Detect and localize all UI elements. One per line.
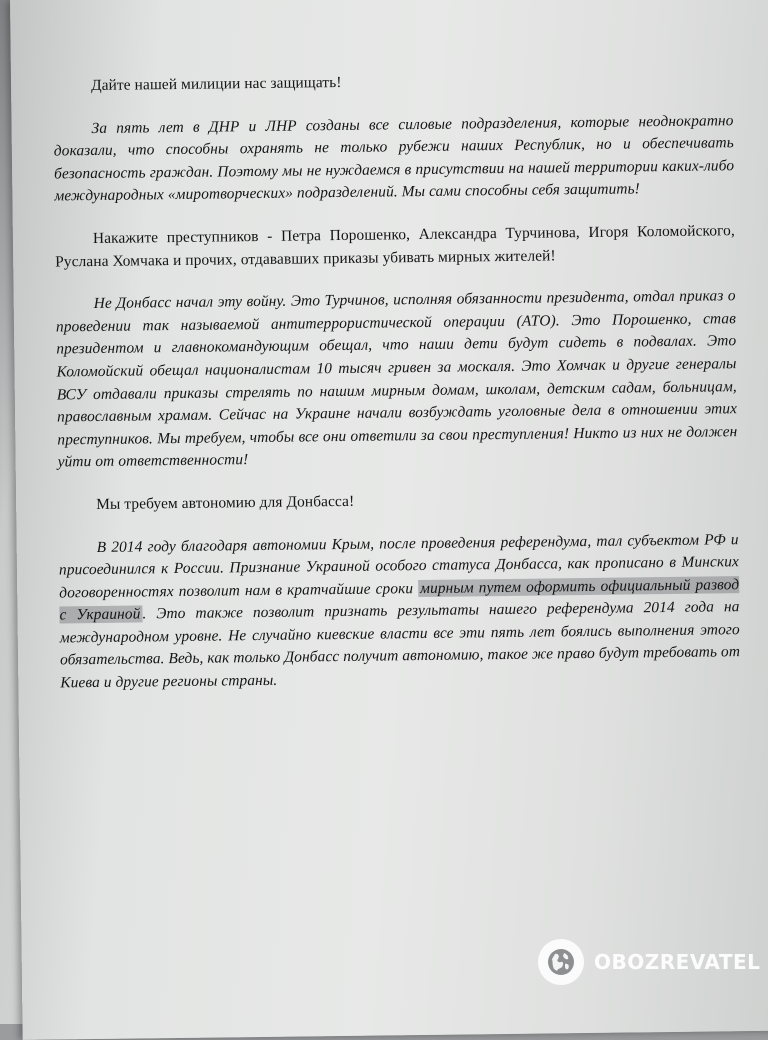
document-body bbox=[53, 67, 741, 715]
globe-icon bbox=[538, 939, 584, 985]
paragraph-referendum-part1: В 2014 году благодаря автономии Крым, после проведения референдума, тал субъектом РФ и присоединился к России. Признание Украиной особого статуса Донбасса, как прописано в Минских договоренностях позволит нам в кратчайшие сроки bbox=[58, 530, 740, 602]
paragraph-punish-criminals: Накажите преступников - Петра Порошенко, Александра Турчинова, Игоря Коломойского, Руслана Хомчака и прочих, отдававших приказы убивать мирных жителей! bbox=[55, 222, 735, 271]
document-page bbox=[10, 0, 768, 1040]
paragraph-war-origins: Не Донбасс начал эту войну. Это Турчинов, исполняя обязанности президента, отдал приказ о проведении так называемой антитеррористической операции (АТО). Это Порошенко, став президентом и главнокомандующим обещал, что наши дети будут сидеть в подвалах. Это Коломойский обещал националистам 10 тысяч гривен за москаля. Это Хомчак и другие генералы ВСУ отдавали приказы стрелять по нашим мирным домам, школам, детским садам, больницам, православным храмам. Сейчас на Украине начали возбуждать уголовные дела в отношении этих преступников. Мы требуем, чтобы все они ответили за свои преступления! Никто из них не должен уйти от ответственности! bbox=[55, 287, 738, 471]
heading-autonomy: Мы требуем автономию для Донбасса! bbox=[96, 492, 355, 513]
highlighted-phrase: мирным путем оформить официальный развод с Украиной bbox=[59, 575, 740, 624]
obozrevatel-watermark bbox=[538, 938, 760, 986]
paragraph-security-forces: За пять лет в ДНР и ЛНР созданы все силовые подразделения, которые неоднократно доказали, что способны охранять не только рубежи наших Республик, но и обеспечивать безопасность граждан. Поэтому мы не нуждаемся в присутствии на нашей территории каких-либо международных «миротворческих» подразделений. Мы сами способны себя защитить! bbox=[53, 111, 735, 205]
brand-name: OBOZREVATEL bbox=[594, 950, 761, 974]
heading-militia: Дайте нашей милиции нас защищать! bbox=[90, 73, 342, 95]
paragraph-referendum-part2: . Это также позволит признать результаты нашего референдума 2014 года на международном уровне. Не случайно киевские власти все эти пять лет боялись выполнения этого обязательства. Ведь, как только Донбасс получит автономию, такое же право будут требовать от Киева и другие регионы страны. bbox=[59, 598, 741, 692]
paragraph-referendum bbox=[59, 529, 741, 695]
